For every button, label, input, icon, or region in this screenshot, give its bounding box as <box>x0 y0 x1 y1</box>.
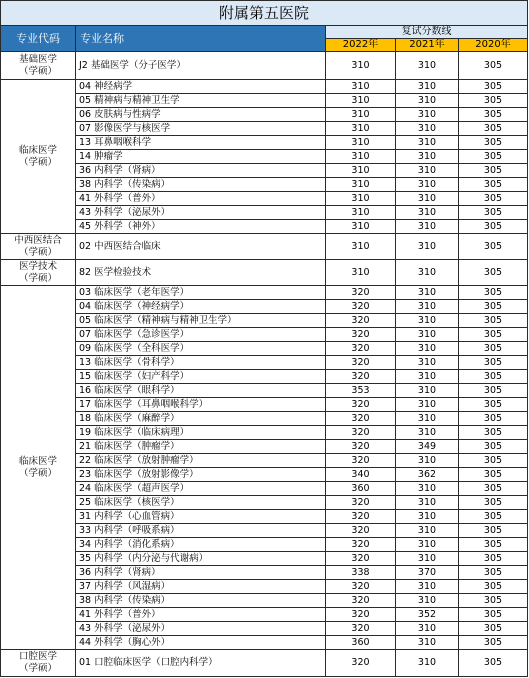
score-2021-cell: 310 <box>396 580 459 594</box>
score-2021-cell: 310 <box>396 52 459 80</box>
score-2020-cell: 305 <box>459 150 528 164</box>
score-2021-cell: 310 <box>396 122 459 136</box>
table-row <box>1 108 528 122</box>
score-2022-cell: 320 <box>326 328 396 342</box>
major-name-cell: 06 皮肤病与性病学 <box>76 108 326 122</box>
major-name-cell: 44 外科学（胸心外） <box>76 636 326 650</box>
table-row <box>1 594 528 608</box>
table-row <box>1 384 528 398</box>
major-category-cell: 临床医学 （学硕） <box>1 80 76 234</box>
score-2021-cell: 310 <box>396 356 459 370</box>
major-name-cell: 15 临床医学（妇产科学） <box>76 370 326 384</box>
header-year-2022: 2022年 <box>326 39 396 52</box>
score-2021-cell: 310 <box>396 384 459 398</box>
score-2021-cell: 310 <box>396 286 459 300</box>
score-2020-cell: 305 <box>459 440 528 454</box>
score-2021-cell: 310 <box>396 342 459 356</box>
score-2021-cell: 310 <box>396 328 459 342</box>
table-row <box>1 496 528 510</box>
score-2021-cell: 310 <box>396 650 459 677</box>
score-2021-cell: 370 <box>396 566 459 580</box>
score-2022-cell: 338 <box>326 566 396 580</box>
major-name-cell: 14 肿瘤学 <box>76 150 326 164</box>
score-2020-cell: 305 <box>459 80 528 94</box>
score-2022-cell: 320 <box>326 454 396 468</box>
table-row <box>1 398 528 412</box>
table-row <box>1 328 528 342</box>
table-row <box>1 356 528 370</box>
score-2022-cell: 360 <box>326 636 396 650</box>
score-2020-cell: 305 <box>459 370 528 384</box>
score-2022-cell: 320 <box>326 300 396 314</box>
score-2022-cell: 310 <box>326 122 396 136</box>
score-2020-cell: 305 <box>459 220 528 234</box>
score-2020-cell: 305 <box>459 636 528 650</box>
table-row <box>1 412 528 426</box>
score-2021-cell: 310 <box>396 260 459 286</box>
score-2021-cell: 310 <box>396 80 459 94</box>
major-name-cell: 31 内科学（心血管病） <box>76 510 326 524</box>
score-2021-cell: 310 <box>396 454 459 468</box>
score-2021-cell: 310 <box>396 496 459 510</box>
score-2022-cell: 310 <box>326 192 396 206</box>
score-2022-cell: 320 <box>326 580 396 594</box>
score-2020-cell: 305 <box>459 206 528 220</box>
major-name-cell: 07 影像医学与核医学 <box>76 122 326 136</box>
score-2021-cell: 310 <box>396 412 459 426</box>
score-2020-cell: 305 <box>459 454 528 468</box>
score-2020-cell: 305 <box>459 192 528 206</box>
header-code-label: 专业代码 <box>1 26 76 52</box>
score-2022-cell: 320 <box>326 440 396 454</box>
major-category-cell: 医学技术 （学硕） <box>1 260 76 286</box>
table-row <box>1 286 528 300</box>
major-name-cell: 18 临床医学（麻醉学） <box>76 412 326 426</box>
score-2021-cell: 310 <box>396 150 459 164</box>
score-2021-cell: 310 <box>396 178 459 192</box>
score-2020-cell: 305 <box>459 608 528 622</box>
table-row <box>1 300 528 314</box>
header-group-label: 复试分数线 <box>326 26 528 39</box>
score-2022-cell: 320 <box>326 594 396 608</box>
score-2022-cell: 340 <box>326 468 396 482</box>
table-row <box>1 94 528 108</box>
score-2021-cell: 349 <box>396 440 459 454</box>
score-2022-cell: 320 <box>326 370 396 384</box>
score-2020-cell: 305 <box>459 52 528 80</box>
score-2022-cell: 320 <box>326 538 396 552</box>
score-2022-cell: 320 <box>326 650 396 677</box>
score-2021-cell: 310 <box>396 636 459 650</box>
score-2021-cell: 310 <box>396 622 459 636</box>
score-2022-cell: 320 <box>326 552 396 566</box>
major-name-cell: 13 临床医学（骨科学） <box>76 356 326 370</box>
score-2020-cell: 305 <box>459 300 528 314</box>
table-row <box>1 164 528 178</box>
table-row <box>1 178 528 192</box>
major-category-cell: 中西医结合 （学硕） <box>1 234 76 260</box>
table-row <box>1 636 528 650</box>
major-name-cell: 03 临床医学（老年医学） <box>76 286 326 300</box>
score-2022-cell: 320 <box>326 524 396 538</box>
score-2021-cell: 352 <box>396 608 459 622</box>
major-name-cell: 09 临床医学（全科医学） <box>76 342 326 356</box>
table-row <box>1 608 528 622</box>
score-2020-cell: 305 <box>459 580 528 594</box>
score-2021-cell: 362 <box>396 468 459 482</box>
table-row <box>1 426 528 440</box>
score-2020-cell: 305 <box>459 524 528 538</box>
major-name-cell: 04 临床医学（神经病学） <box>76 300 326 314</box>
score-2021-cell: 310 <box>396 370 459 384</box>
score-2022-cell: 320 <box>326 426 396 440</box>
score-2020-cell: 305 <box>459 328 528 342</box>
score-2020-cell: 305 <box>459 412 528 426</box>
table-row <box>1 220 528 234</box>
table-row <box>1 314 528 328</box>
table-row <box>1 510 528 524</box>
score-2022-cell: 310 <box>326 80 396 94</box>
major-name-cell: 82 医学检验技术 <box>76 260 326 286</box>
table-row <box>1 206 528 220</box>
score-2020-cell: 305 <box>459 594 528 608</box>
score-2020-cell: 305 <box>459 356 528 370</box>
score-2020-cell: 305 <box>459 286 528 300</box>
major-name-cell: 02 中西医结合临床 <box>76 234 326 260</box>
major-name-cell: 04 神经病学 <box>76 80 326 94</box>
table-title: 附属第五医院 <box>1 1 528 26</box>
table-row <box>1 136 528 150</box>
header-year-2020: 2020年 <box>459 39 528 52</box>
major-name-cell: 22 临床医学（放射肿瘤学） <box>76 454 326 468</box>
score-2022-cell: 310 <box>326 220 396 234</box>
table-row <box>1 370 528 384</box>
score-2022-cell: 310 <box>326 234 396 260</box>
score-2020-cell: 305 <box>459 468 528 482</box>
major-name-cell: 36 内科学（肾病） <box>76 164 326 178</box>
score-2022-cell: 310 <box>326 178 396 192</box>
score-2022-cell: 320 <box>326 412 396 426</box>
score-2020-cell: 305 <box>459 566 528 580</box>
major-name-cell: 01 口腔临床医学（口腔内科学） <box>76 650 326 677</box>
score-2020-cell: 305 <box>459 342 528 356</box>
score-2022-cell: 310 <box>326 108 396 122</box>
major-name-cell: 36 内科学（肾病） <box>76 566 326 580</box>
score-2021-cell: 310 <box>396 524 459 538</box>
table-row <box>1 260 528 286</box>
major-name-cell: 23 临床医学（放射影像学） <box>76 468 326 482</box>
major-name-cell: 24 临床医学（超声医学） <box>76 482 326 496</box>
score-2020-cell: 305 <box>459 496 528 510</box>
score-2022-cell: 310 <box>326 150 396 164</box>
score-2022-cell: 320 <box>326 314 396 328</box>
score-2020-cell: 305 <box>459 552 528 566</box>
table-row <box>1 468 528 482</box>
major-name-cell: 17 临床医学（耳鼻咽喉科学） <box>76 398 326 412</box>
score-2021-cell: 310 <box>396 108 459 122</box>
score-2021-cell: 310 <box>396 206 459 220</box>
score-2020-cell: 305 <box>459 136 528 150</box>
score-2021-cell: 310 <box>396 220 459 234</box>
major-name-cell: 41 外科学（普外） <box>76 608 326 622</box>
header-name-label: 专业名称 <box>76 26 326 52</box>
table-row <box>1 80 528 94</box>
major-name-cell: J2 基础医学（分子医学） <box>76 52 326 80</box>
score-2020-cell: 305 <box>459 398 528 412</box>
score-2022-cell: 320 <box>326 496 396 510</box>
score-2022-cell: 320 <box>326 398 396 412</box>
table-row <box>1 622 528 636</box>
table-row <box>1 566 528 580</box>
major-name-cell: 37 内科学（风湿病） <box>76 580 326 594</box>
score-2020-cell: 305 <box>459 482 528 496</box>
score-2021-cell: 310 <box>396 398 459 412</box>
major-name-cell: 33 内科学（呼吸系病） <box>76 524 326 538</box>
score-2020-cell: 305 <box>459 94 528 108</box>
score-2022-cell: 310 <box>326 164 396 178</box>
major-name-cell: 13 耳鼻咽喉科学 <box>76 136 326 150</box>
major-name-cell: 25 临床医学（核医学） <box>76 496 326 510</box>
table-row <box>1 52 528 80</box>
score-2021-cell: 310 <box>396 426 459 440</box>
score-2021-cell: 310 <box>396 482 459 496</box>
score-2021-cell: 310 <box>396 552 459 566</box>
major-name-cell: 19 临床医学（临床病理） <box>76 426 326 440</box>
title-row <box>1 1 528 26</box>
score-2021-cell: 310 <box>396 510 459 524</box>
table-row <box>1 650 528 677</box>
table-row <box>1 454 528 468</box>
table-row <box>1 342 528 356</box>
score-2020-cell: 305 <box>459 108 528 122</box>
score-2022-cell: 320 <box>326 342 396 356</box>
score-2021-cell: 310 <box>396 192 459 206</box>
score-2022-cell: 320 <box>326 286 396 300</box>
major-name-cell: 21 临床医学（肿瘤学） <box>76 440 326 454</box>
major-category-cell: 口腔医学 （学硕） <box>1 650 76 677</box>
header-row-1 <box>1 26 528 39</box>
score-2020-cell: 305 <box>459 164 528 178</box>
major-name-cell: 43 外科学（泌尿外） <box>76 206 326 220</box>
score-2022-cell: 320 <box>326 356 396 370</box>
score-2020-cell: 305 <box>459 622 528 636</box>
table-row <box>1 150 528 164</box>
score-2022-cell: 360 <box>326 482 396 496</box>
table-row <box>1 580 528 594</box>
table-row <box>1 122 528 136</box>
score-2021-cell: 310 <box>396 594 459 608</box>
score-2022-cell: 320 <box>326 622 396 636</box>
score-2020-cell: 305 <box>459 426 528 440</box>
score-2022-cell: 353 <box>326 384 396 398</box>
score-2020-cell: 305 <box>459 650 528 677</box>
table-row <box>1 524 528 538</box>
table-row <box>1 552 528 566</box>
score-2022-cell: 310 <box>326 206 396 220</box>
score-2022-cell: 310 <box>326 260 396 286</box>
score-2020-cell: 305 <box>459 384 528 398</box>
score-2020-cell: 305 <box>459 122 528 136</box>
score-2020-cell: 305 <box>459 510 528 524</box>
table-row <box>1 482 528 496</box>
score-2020-cell: 305 <box>459 260 528 286</box>
table-row <box>1 234 528 260</box>
score-table-body <box>1 1 528 677</box>
major-name-cell: 38 内科学（传染病） <box>76 178 326 192</box>
score-2021-cell: 310 <box>396 300 459 314</box>
score-2020-cell: 305 <box>459 314 528 328</box>
score-2020-cell: 305 <box>459 178 528 192</box>
score-2022-cell: 310 <box>326 52 396 80</box>
score-2021-cell: 310 <box>396 538 459 552</box>
score-2022-cell: 310 <box>326 94 396 108</box>
major-name-cell: 45 外科学（神外） <box>76 220 326 234</box>
major-name-cell: 34 内科学（消化系病） <box>76 538 326 552</box>
score-2022-cell: 320 <box>326 608 396 622</box>
score-2021-cell: 310 <box>396 164 459 178</box>
major-name-cell: 07 临床医学（急诊医学） <box>76 328 326 342</box>
score-2020-cell: 305 <box>459 538 528 552</box>
score-2021-cell: 310 <box>396 94 459 108</box>
table-row <box>1 440 528 454</box>
major-category-cell: 基础医学 （学硕） <box>1 52 76 80</box>
major-name-cell: 43 外科学（泌尿外） <box>76 622 326 636</box>
score-2022-cell: 320 <box>326 510 396 524</box>
major-name-cell: 41 外科学（普外） <box>76 192 326 206</box>
score-2020-cell: 305 <box>459 234 528 260</box>
score-2021-cell: 310 <box>396 234 459 260</box>
major-name-cell: 35 内科学（内分泌与代谢病） <box>76 552 326 566</box>
major-category-cell: 临床医学 （学硕） <box>1 286 76 650</box>
major-name-cell: 05 精神病与精神卫生学 <box>76 94 326 108</box>
major-name-cell: 38 内科学（传染病） <box>76 594 326 608</box>
table-row <box>1 192 528 206</box>
table-row <box>1 538 528 552</box>
major-name-cell: 05 临床医学（精神病与精神卫生学） <box>76 314 326 328</box>
score-2022-cell: 310 <box>326 136 396 150</box>
score-2021-cell: 310 <box>396 136 459 150</box>
major-name-cell: 16 临床医学（眼科学） <box>76 384 326 398</box>
score-2021-cell: 310 <box>396 314 459 328</box>
header-year-2021: 2021年 <box>396 39 459 52</box>
